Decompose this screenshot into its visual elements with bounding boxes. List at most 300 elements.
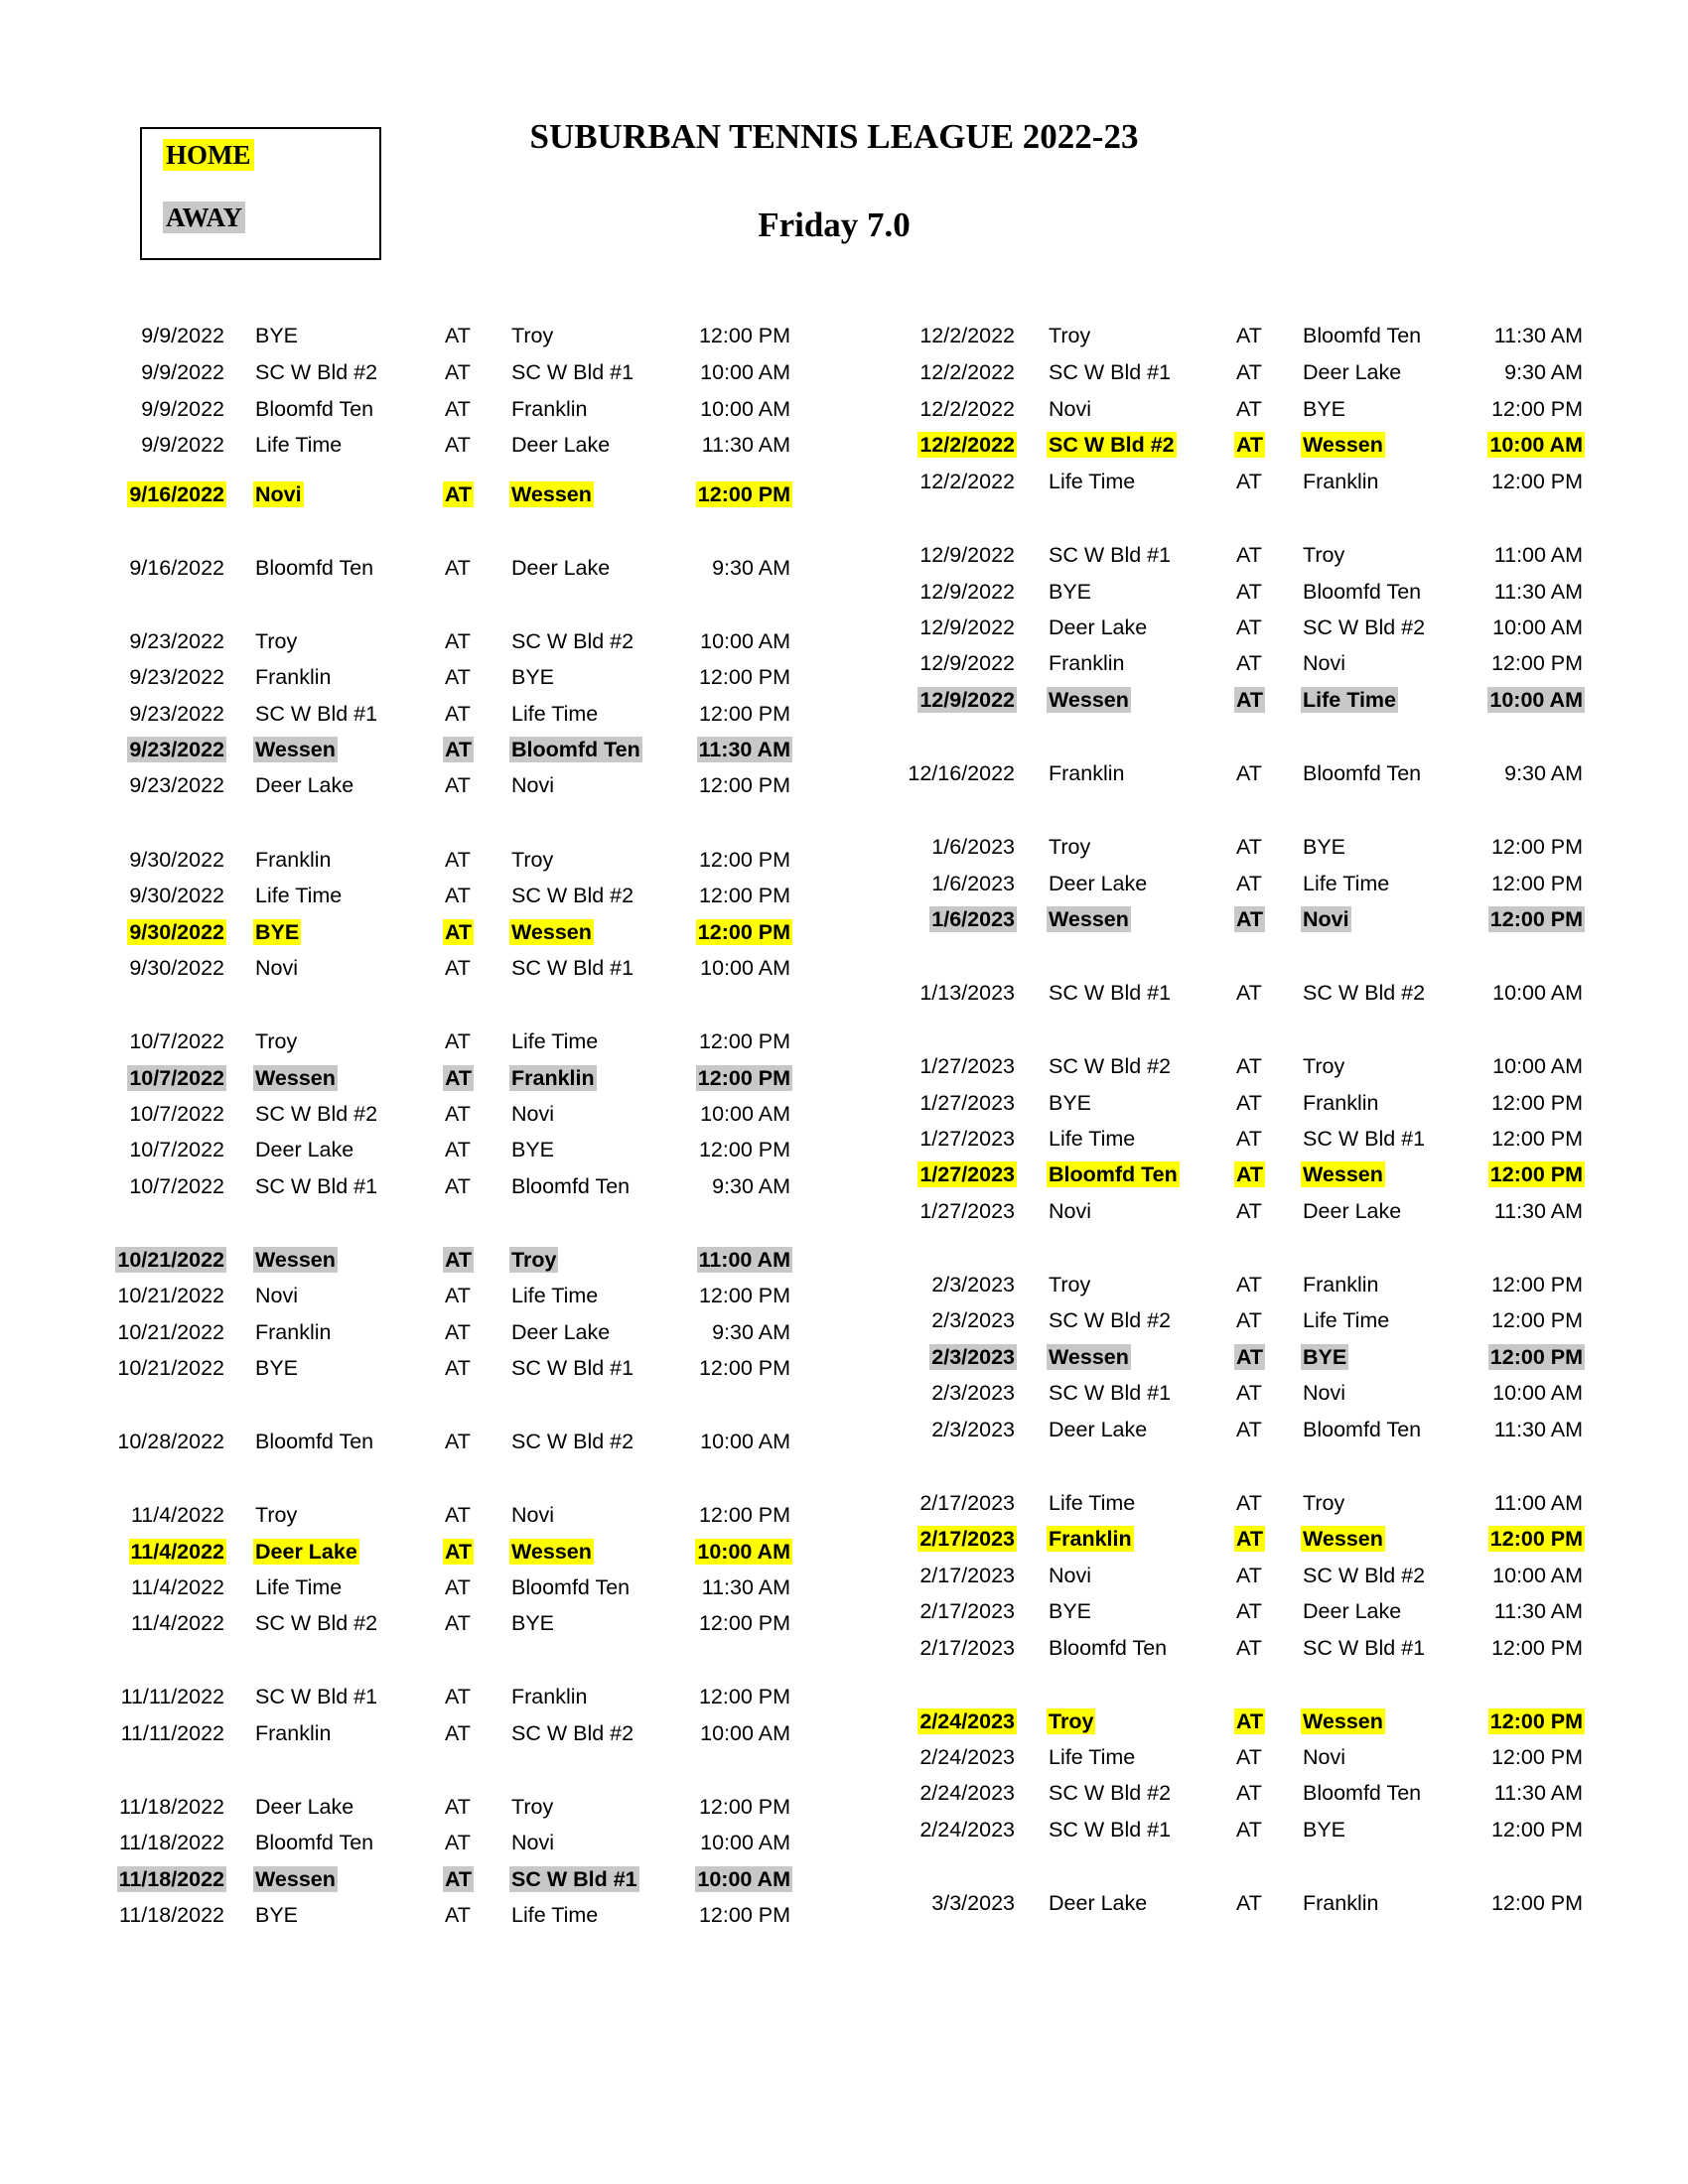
match-date: 1/6/2023 [931,907,1015,931]
match-time: 12:00 PM [1490,1273,1583,1297]
at-label: AT [1236,907,1264,931]
team-visitor: SC W Bld #2 [1049,1308,1172,1332]
match-time: 11:30 AM [1493,1199,1583,1223]
schedule-row [0,1195,1688,1227]
match-time: 12:00 PM [1490,835,1583,859]
match-time: 10:00 AM [1492,981,1583,1005]
legend-box [140,127,381,260]
match-date: 10/21/2022 [117,1320,224,1344]
match-date: 1/13/2023 [919,981,1015,1005]
match-time: 10:00 AM [1492,615,1583,639]
at-label: AT [445,1831,471,1854]
match-time: 10:00 AM [700,1102,790,1126]
team-visitor: Franklin [255,1721,332,1745]
match-date: 12/9/2022 [919,543,1015,567]
schedule-row [0,1050,1688,1082]
schedule-row [0,356,1688,388]
team-host: BYE [1303,1818,1346,1842]
match-time: 11:30 AM [701,433,790,457]
schedule-row [0,1777,1688,1809]
at-label: AT [445,482,473,506]
match-time: 10:00 AM [700,1430,790,1453]
team-host: SC W Bld #1 [511,1867,637,1891]
team-visitor: SC W Bld #2 [255,1102,378,1126]
team-host: Life Time [1303,1308,1390,1332]
schedule-row [0,1087,1688,1119]
team-host: Deer Lake [1303,1199,1402,1223]
team-visitor: Deer Lake [255,1138,354,1161]
match-date: 9/30/2022 [129,848,224,872]
at-label: AT [1236,1091,1262,1115]
match-time: 11:30 AM [1493,1781,1583,1805]
match-time: 11:30 AM [1493,580,1583,604]
at-label: AT [445,1138,471,1161]
at-label: AT [445,956,471,980]
team-visitor: Troy [1049,1273,1091,1297]
team-host: BYE [1303,1345,1347,1369]
schedule-row [0,1814,1688,1845]
team-host: SC W Bld #2 [1303,1564,1426,1587]
schedule-row [0,757,1688,789]
match-time: 10:00 AM [700,1831,790,1854]
at-label: AT [1236,1564,1262,1587]
match-date: 2/17/2023 [919,1599,1015,1623]
team-visitor: Deer Lake [1049,615,1148,639]
match-time: 11:00 AM [698,1248,790,1272]
match-date: 10/7/2022 [129,1102,224,1126]
match-time: 10:00 AM [700,1721,790,1745]
match-date: 9/23/2022 [129,702,224,726]
team-visitor: Troy [255,629,298,653]
schedule-row [0,1632,1688,1664]
team-host: Franklin [1303,1091,1379,1115]
match-time: 10:00 AM [697,1540,790,1564]
match-date: 11/4/2022 [130,1503,224,1527]
match-date: 1/27/2023 [919,1199,1015,1223]
at-label: AT [445,1320,471,1344]
team-visitor: BYE [255,1903,299,1927]
team-host: Life Time [1303,688,1396,712]
team-host: Novi [1303,907,1349,931]
team-host: Wessen [1303,1709,1383,1733]
schedule-row [0,1487,1688,1519]
match-date: 11/4/2022 [130,1540,224,1564]
team-host: Deer Lake [511,433,611,457]
team-host: Bloomfd Ten [1303,1781,1422,1805]
team-visitor: SC W Bld #1 [1049,1818,1172,1842]
schedule-row [0,1341,1688,1373]
match-time: 12:00 PM [697,482,790,506]
team-host: Deer Lake [511,556,611,580]
team-visitor: BYE [255,324,299,347]
at-label: AT [445,884,471,907]
team-visitor: SC W Bld #2 [255,1611,378,1635]
team-visitor: Wessen [255,1066,336,1090]
at-label: AT [1236,1818,1262,1842]
team-visitor: Life Time [255,884,343,907]
match-date: 2/24/2023 [919,1781,1015,1805]
match-date: 11/18/2022 [118,1831,224,1854]
match-time: 12:00 PM [698,1611,790,1635]
at-label: AT [445,665,471,689]
team-visitor: Novi [255,1284,299,1307]
team-visitor: Novi [1049,1564,1092,1587]
match-time: 11:00 AM [1493,1491,1583,1515]
match-time: 12:00 PM [698,1138,790,1161]
team-visitor: SC W Bld #1 [1049,1381,1172,1405]
team-visitor: Wessen [255,1248,336,1272]
team-host: SC W Bld #2 [511,1721,634,1745]
team-visitor: Deer Lake [1049,872,1148,895]
at-label: AT [1236,615,1262,639]
team-host: Bloomfd Ten [511,1575,631,1599]
team-visitor: Bloomfd Ten [1049,1636,1168,1660]
at-label: AT [445,629,471,653]
schedule-row [0,466,1688,497]
schedule-row [0,1304,1688,1336]
at-label: AT [1236,1709,1264,1733]
at-label: AT [445,1284,471,1307]
at-label: AT [1236,651,1262,675]
at-label: AT [1236,1308,1262,1332]
match-date: 2/24/2023 [919,1818,1015,1842]
team-visitor: SC W Bld #2 [1049,1781,1172,1805]
match-time: 10:00 AM [697,1867,790,1891]
match-date: 2/24/2023 [919,1745,1015,1769]
team-host: Bloomfd Ten [1303,761,1422,785]
at-label: AT [1236,360,1262,384]
match-time: 10:00 AM [1489,433,1583,457]
match-date: 11/11/2022 [120,1721,224,1745]
match-date: 11/18/2022 [118,1903,224,1927]
match-time: 12:00 PM [698,1503,790,1527]
match-date: 12/2/2022 [919,470,1015,493]
at-label: AT [1236,543,1262,567]
at-label: AT [1236,1199,1262,1223]
match-date: 2/3/2023 [931,1308,1015,1332]
team-host: Wessen [1303,1527,1383,1551]
at-label: AT [1236,1381,1262,1405]
match-time: 12:00 PM [1490,470,1583,493]
team-host: Novi [1303,1381,1346,1405]
team-visitor: Life Time [1049,1745,1136,1769]
at-label: AT [1236,1418,1262,1441]
team-host: Life Time [1303,872,1390,895]
team-host: Wessen [511,482,592,506]
at-label: AT [1236,580,1262,604]
match-date: 1/6/2023 [931,872,1015,895]
team-visitor: Deer Lake [1049,1418,1148,1441]
team-host: SC W Bld #1 [511,360,634,384]
match-date: 9/9/2022 [141,360,224,384]
team-visitor: SC W Bld #1 [1049,981,1172,1005]
match-time: 12:00 PM [698,884,790,907]
at-label: AT [445,1540,473,1564]
team-host: Franklin [511,1685,588,1708]
match-date: 10/7/2022 [129,1029,224,1053]
at-label: AT [1236,1345,1264,1369]
match-time: 12:00 PM [698,773,790,797]
match-date: 9/16/2022 [129,556,224,580]
match-time: 12:00 PM [697,1066,790,1090]
match-date: 10/21/2022 [117,1248,224,1272]
team-visitor: Troy [1049,1709,1094,1733]
match-time: 11:30 AM [1493,324,1583,347]
team-host: SC W Bld #1 [511,956,634,980]
team-visitor: SC W Bld #1 [1049,360,1172,384]
match-time: 12:00 PM [1490,1745,1583,1769]
team-host: Troy [511,1795,554,1819]
schedule-row [0,1269,1688,1300]
match-time: 9:30 AM [712,1174,790,1198]
team-host: BYE [511,1611,555,1635]
schedule-row [0,1523,1688,1555]
match-date: 1/27/2023 [919,1162,1015,1186]
match-time: 10:00 AM [1492,1564,1583,1587]
team-visitor: Life Time [255,1575,343,1599]
team-visitor: Franklin [255,848,332,872]
team-host: Bloomfd Ten [1303,1418,1422,1441]
team-host: Troy [1303,1054,1345,1078]
at-label: AT [445,1102,471,1126]
team-host: Novi [511,1503,555,1527]
at-label: AT [445,1430,471,1453]
schedule-row [0,429,1688,461]
match-time: 11:30 AM [701,1575,790,1599]
at-label: AT [1236,1781,1262,1805]
match-date: 10/7/2022 [129,1138,224,1161]
match-date: 9/16/2022 [129,482,224,506]
at-label: AT [1236,433,1264,457]
match-date: 9/30/2022 [129,884,224,907]
match-date: 2/17/2023 [919,1636,1015,1660]
team-host: SC W Bld #2 [1303,981,1426,1005]
page-subtitle: Friday 7.0 [758,205,911,244]
match-time: 12:00 PM [698,1903,790,1927]
team-visitor: BYE [255,1356,299,1380]
match-time: 12:00 PM [697,920,790,944]
match-time: 12:00 PM [1490,1636,1583,1660]
schedule-row [0,868,1688,899]
at-label: AT [445,1721,471,1745]
team-host: SC W Bld #1 [511,1356,634,1380]
team-host: Franklin [511,1066,595,1090]
team-host: Bloomfd Ten [1303,580,1422,604]
match-time: 12:00 PM [1490,1091,1583,1115]
at-label: AT [445,738,473,761]
page-title: SUBURBAN TENNIS LEAGUE 2022-23 [529,117,1139,156]
match-time: 11:30 AM [1493,1599,1583,1623]
schedule-row [0,320,1688,351]
match-date: 1/27/2023 [919,1127,1015,1151]
team-host: Troy [511,848,554,872]
schedule-row [0,1377,1688,1409]
team-visitor: Troy [255,1503,298,1527]
schedule-row [0,977,1688,1009]
match-time: 12:00 PM [1489,907,1583,931]
at-label: AT [1236,835,1262,859]
team-host: Novi [1303,651,1346,675]
team-visitor: Life Time [1049,1127,1136,1151]
team-visitor: BYE [1049,580,1092,604]
match-date: 10/21/2022 [117,1356,224,1380]
team-host: Life Time [511,1284,599,1307]
match-time: 11:30 AM [698,738,790,761]
schedule-row [0,539,1688,571]
team-visitor: Troy [1049,835,1091,859]
team-host: Deer Lake [511,1320,611,1344]
team-host: Bloomfd Ten [511,738,640,761]
match-date: 9/9/2022 [141,433,224,457]
match-time: 12:00 PM [698,1284,790,1307]
match-time: 10:00 AM [700,629,790,653]
match-date: 2/17/2023 [919,1491,1015,1515]
match-time: 12:00 PM [1490,397,1583,421]
schedule-row [0,903,1688,935]
match-time: 9:30 AM [1504,360,1583,384]
at-label: AT [1236,1636,1262,1660]
team-visitor: Franklin [1049,1527,1132,1551]
team-host: Novi [511,1831,555,1854]
match-date: 10/7/2022 [129,1174,224,1198]
team-host: Franklin [1303,470,1379,493]
team-host: BYE [511,1138,555,1161]
match-time: 10:00 AM [700,360,790,384]
match-time: 10:00 AM [1489,688,1583,712]
at-label: AT [445,702,471,726]
schedule-row [0,647,1688,679]
match-time: 12:00 PM [1489,1709,1583,1733]
match-time: 12:00 PM [698,1356,790,1380]
schedule-row [0,1123,1688,1155]
at-label: AT [445,1575,471,1599]
team-visitor: Life Time [255,433,343,457]
team-host: SC W Bld #1 [1303,1127,1426,1151]
team-visitor: Deer Lake [255,773,354,797]
team-host: Life Time [511,1029,599,1053]
at-label: AT [1236,1054,1262,1078]
team-visitor: SC W Bld #1 [255,1685,378,1708]
match-date: 2/3/2023 [931,1273,1015,1297]
schedule-row [0,1560,1688,1591]
legend-home: HOME [163,139,254,171]
match-time: 12:00 PM [1489,1345,1583,1369]
match-date: 12/9/2022 [919,580,1015,604]
team-host: Franklin [511,397,588,421]
at-label: AT [1236,1127,1262,1151]
match-time: 10:00 AM [700,397,790,421]
at-label: AT [1236,1745,1262,1769]
schedule-row [0,1595,1688,1627]
team-visitor: BYE [1049,1599,1092,1623]
team-visitor: Troy [1049,324,1091,347]
at-label: AT [445,1503,471,1527]
team-host: Bloomfd Ten [1303,324,1422,347]
team-host: Deer Lake [1303,1599,1402,1623]
at-label: AT [445,1795,471,1819]
at-label: AT [445,1903,471,1927]
team-visitor: Life Time [1049,1491,1136,1515]
team-visitor: BYE [1049,1091,1092,1115]
at-label: AT [445,1685,471,1708]
team-host: BYE [1303,835,1346,859]
team-visitor: Wessen [1049,907,1129,931]
team-host: Wessen [1303,433,1383,457]
at-label: AT [445,1611,471,1635]
match-date: 1/6/2023 [931,835,1015,859]
at-label: AT [445,1029,471,1053]
team-host: BYE [511,665,555,689]
match-date: 11/18/2022 [118,1795,224,1819]
match-date: 2/3/2023 [931,1418,1015,1441]
match-time: 12:00 PM [1490,872,1583,895]
match-date: 9/30/2022 [129,956,224,980]
at-label: AT [1236,1527,1264,1551]
at-label: AT [1236,688,1264,712]
team-visitor: Wessen [255,738,336,761]
at-label: AT [445,324,471,347]
schedule-row [0,1159,1688,1190]
match-date: 3/3/2023 [931,1891,1015,1915]
match-date: 2/24/2023 [919,1709,1015,1733]
team-visitor: Life Time [1049,470,1136,493]
match-time: 12:00 PM [1490,1308,1583,1332]
match-date: 9/9/2022 [141,324,224,347]
match-date: 9/23/2022 [129,665,224,689]
team-visitor: Wessen [1049,688,1129,712]
at-label: AT [1236,324,1262,347]
at-label: AT [445,397,471,421]
team-host: Life Time [511,702,599,726]
team-host: Deer Lake [1303,360,1402,384]
schedule-row [0,684,1688,716]
team-visitor: SC W Bld #2 [255,360,378,384]
team-host: SC W Bld #1 [1303,1636,1426,1660]
team-visitor: SC W Bld #2 [1049,433,1175,457]
team-host: Troy [511,1248,557,1272]
at-label: AT [1236,470,1262,493]
match-date: 11/11/2022 [120,1685,224,1708]
team-host: Novi [511,773,555,797]
team-visitor: Bloomfd Ten [255,1831,374,1854]
at-label: AT [1236,1273,1262,1297]
match-date: 9/9/2022 [141,397,224,421]
schedule-row [0,393,1688,425]
match-date: 2/3/2023 [931,1345,1015,1369]
at-label: AT [1236,761,1262,785]
team-visitor: Deer Lake [1049,1891,1148,1915]
team-host: SC W Bld #2 [511,884,634,907]
at-label: AT [1236,872,1262,895]
match-time: 12:00 PM [698,665,790,689]
team-visitor: Bloomfd Ten [255,1430,374,1453]
match-date: 9/23/2022 [129,773,224,797]
match-date: 10/7/2022 [129,1066,224,1090]
at-label: AT [445,1248,473,1272]
at-label: AT [445,1066,473,1090]
at-label: AT [445,1174,471,1198]
match-time: 10:00 AM [1492,1054,1583,1078]
team-visitor: Novi [255,956,299,980]
team-visitor: Franklin [255,665,332,689]
team-host: Life Time [511,1903,599,1927]
team-host: Bloomfd Ten [511,1174,631,1198]
team-host: Troy [511,324,554,347]
at-label: AT [1236,1599,1262,1623]
match-date: 12/9/2022 [919,615,1015,639]
at-label: AT [445,556,471,580]
team-visitor: Franklin [1049,651,1125,675]
